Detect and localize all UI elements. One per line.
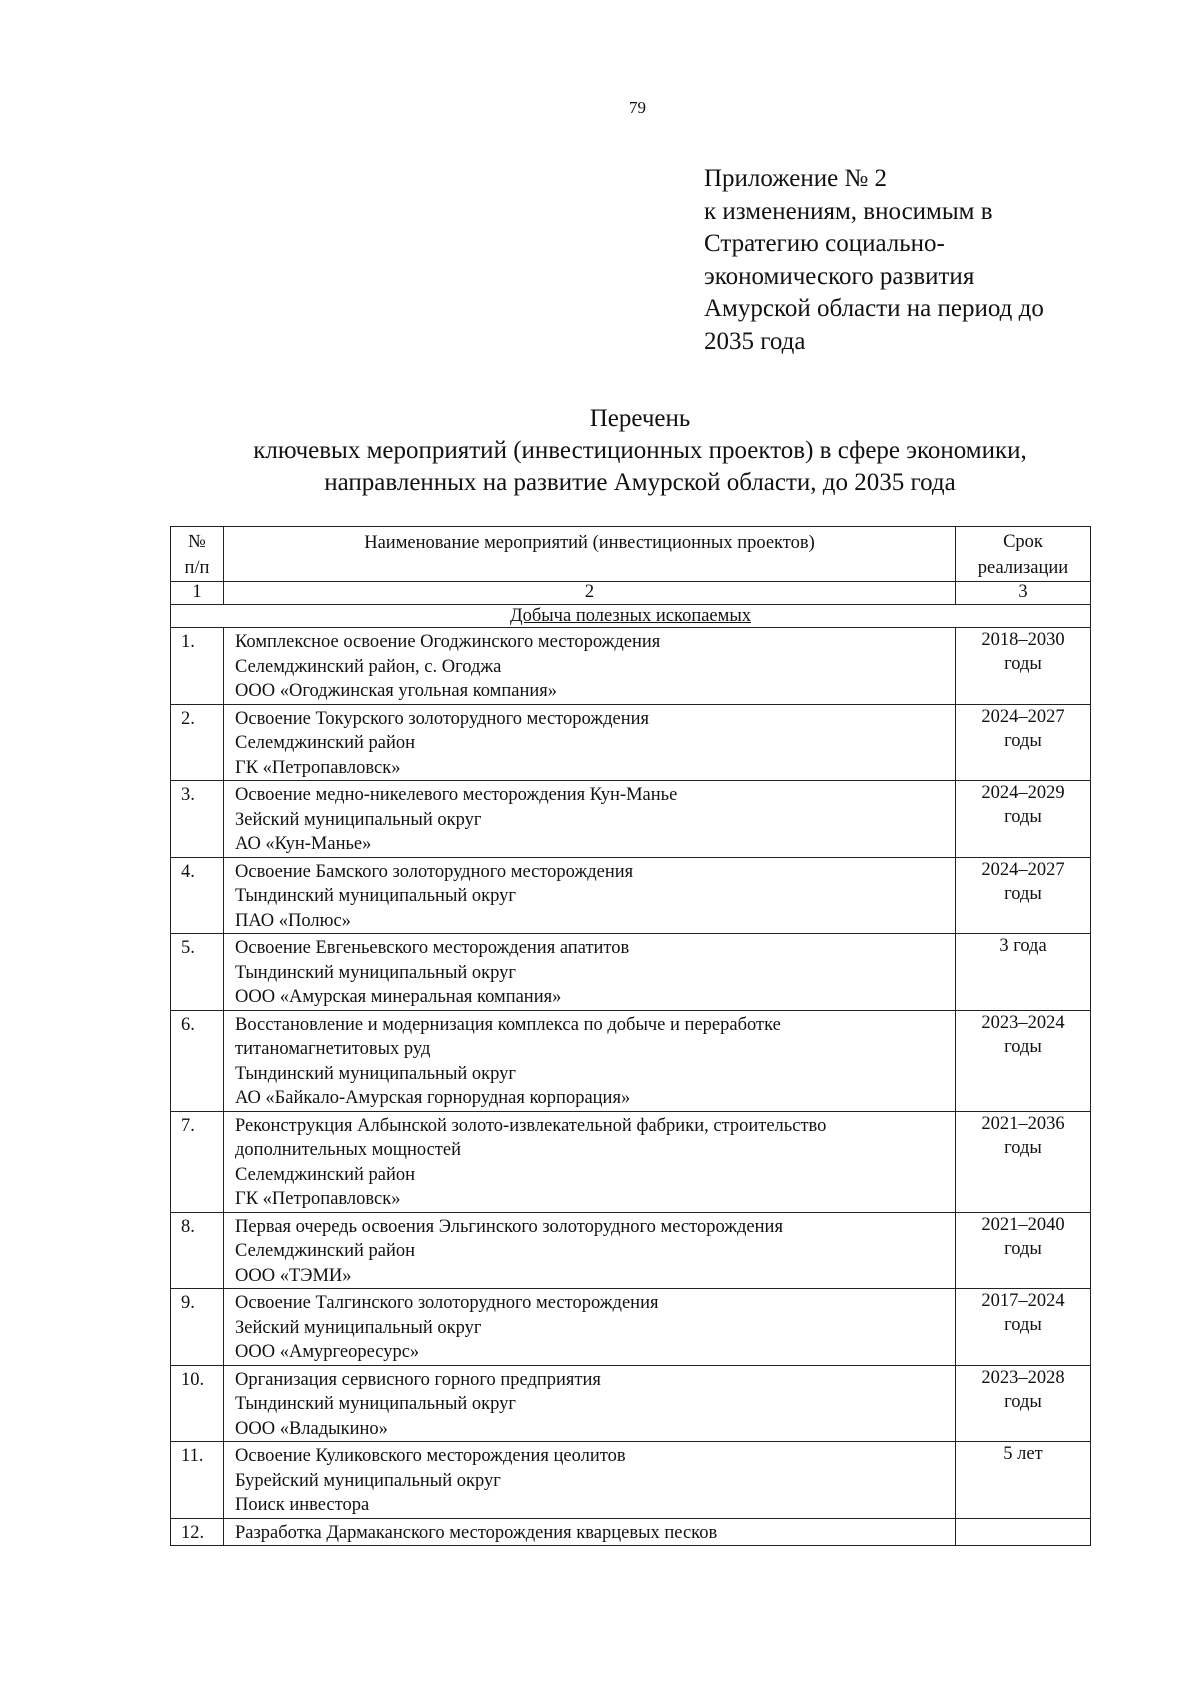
term-years: 2021–2040	[981, 1214, 1065, 1235]
header-name: Наименование мероприятий (инвестиционных проектов)	[224, 527, 956, 582]
row-number: 9.	[171, 1289, 224, 1366]
title-line: ключевых мероприятий (инвестиционных проектов) в сфере экономики,	[253, 437, 1027, 464]
project-line: ООО «Владыкино»	[235, 1418, 388, 1439]
header-number-line: №	[188, 532, 206, 552]
term-years: 2023–2028	[981, 1367, 1065, 1388]
page-number: 79	[629, 98, 646, 117]
implementation-term	[956, 1365, 1091, 1442]
appendix-line: к изменениям, вносимым в	[704, 197, 993, 225]
project-line: Освоение медно-никелевого месторождения Кун-Манье	[235, 785, 678, 805]
term-unit: годы	[1004, 730, 1042, 751]
project-description	[224, 857, 956, 934]
title-line: направленных на развитие Амурской области, до 2035 года	[324, 469, 956, 496]
header-term-line: Срок	[1003, 532, 1043, 552]
project-line: Восстановление и модернизация комплекса по добыче и переработке	[235, 1014, 781, 1035]
project-line: Реконструкция Албынской золото-извлекательной фабрики, строительство	[235, 1115, 827, 1136]
column-index-row	[171, 582, 1091, 605]
appendix-line: Амурской области на период до	[704, 295, 1044, 322]
project-line: Селемджинский район, с. Огоджа	[235, 656, 502, 677]
project-line: ООО «Амурская минеральная компания»	[235, 987, 562, 1007]
header-term	[956, 527, 1091, 582]
term-unit: годы	[1004, 654, 1042, 674]
project-description	[224, 1111, 956, 1212]
table-row	[171, 1518, 1091, 1546]
term-years: 2024–2029	[981, 783, 1065, 803]
implementation-term	[956, 1212, 1091, 1289]
project-line: ГК «Петропавловск»	[235, 757, 401, 778]
term-years: 2023–2024	[981, 1012, 1065, 1033]
implementation-term	[956, 1289, 1091, 1366]
project-line: ООО «Огоджинская угольная компания»	[235, 681, 558, 701]
implementation-term	[956, 1010, 1091, 1111]
project-line: Освоение Евгеньевского месторождения апатитов	[235, 938, 630, 958]
row-number: 1.	[171, 628, 224, 705]
project-line: Комплексное освоение Огоджинского месторождения	[235, 632, 661, 652]
project-line: Освоение Куликовского месторождения цеолитов	[235, 1446, 626, 1466]
implementation-term	[956, 628, 1091, 705]
appendix-line: Приложение № 2	[704, 165, 888, 192]
term-unit: годы	[1004, 1036, 1042, 1057]
title-line: Перечень	[589, 405, 691, 432]
table-row	[171, 934, 1091, 1011]
project-line: Разработка Дармаканского месторождения кварцевых песков	[235, 1522, 718, 1543]
project-line: Освоение Бамского золоторудного месторождения	[235, 861, 634, 882]
row-number: 3.	[171, 781, 224, 858]
table-row	[171, 704, 1091, 781]
implementation-term	[956, 857, 1091, 934]
project-line: АО «Байкало-Амурская горнорудная корпорация»	[235, 1088, 631, 1108]
table-header-row	[171, 527, 1091, 582]
project-line: Освоение Талгинского золоторудного месторождения	[235, 1293, 659, 1313]
term-unit: годы	[1004, 1238, 1042, 1259]
project-description	[224, 1365, 956, 1442]
header-number	[171, 527, 224, 582]
project-line: ООО «Амургеоресурс»	[235, 1342, 420, 1362]
project-description	[224, 1212, 956, 1289]
section-title: Добыча полезных ископаемых	[171, 605, 1091, 628]
appendix-line: Стратегию социально-	[704, 230, 945, 257]
table-row	[171, 781, 1091, 858]
term-unit: годы	[1004, 1391, 1042, 1412]
table-row	[171, 1365, 1091, 1442]
project-line: Зейский муниципальный округ	[235, 809, 482, 830]
project-line: Селемджинский район	[235, 1241, 416, 1261]
project-line: Бурейский муниципальный округ	[235, 1470, 501, 1491]
project-line: Селемджинский район	[235, 1164, 416, 1185]
row-number: 7.	[171, 1111, 224, 1212]
appendix-note	[704, 163, 1124, 358]
project-line: АО «Кун-Манье»	[235, 834, 372, 854]
row-number: 11.	[171, 1442, 224, 1519]
table-row	[171, 628, 1091, 705]
term-years: 2024–2027	[981, 859, 1065, 880]
project-line: ГК «Петропавловск»	[235, 1189, 401, 1209]
column-index: 1	[171, 582, 224, 605]
table-row	[171, 1289, 1091, 1366]
section-row	[171, 605, 1091, 628]
row-number: 12.	[171, 1518, 224, 1546]
table-row	[171, 1212, 1091, 1289]
project-line: Тындинский муниципальный округ	[235, 1063, 516, 1084]
project-line: Селемджинский район	[235, 733, 416, 753]
project-description	[224, 628, 956, 705]
appendix-line: 2035 года	[704, 327, 806, 355]
project-line: Тындинский муниципальный округ	[235, 886, 516, 906]
implementation-term	[956, 704, 1091, 781]
term-years: 2024–2027	[981, 706, 1065, 727]
table-row	[171, 1010, 1091, 1111]
term-years: 2018–2030	[981, 630, 1065, 650]
project-line: Первая очередь освоения Эльгинского золоторудного месторождения	[235, 1216, 783, 1237]
project-description	[224, 704, 956, 781]
project-line: Организация сервисного горного предприятия	[235, 1369, 601, 1390]
project-description	[224, 1442, 956, 1519]
header-number-line: п/п	[184, 558, 210, 578]
implementation-term	[956, 934, 1091, 1011]
term-unit: годы	[1004, 883, 1042, 904]
implementation-term	[956, 781, 1091, 858]
column-index: 3	[956, 582, 1091, 605]
projects-table	[170, 526, 1091, 1546]
project-line: Тындинский муниципальный округ	[235, 1394, 516, 1414]
row-number: 5.	[171, 934, 224, 1011]
table-row	[171, 857, 1091, 934]
row-number: 2.	[171, 704, 224, 781]
term-unit: годы	[1004, 1137, 1042, 1158]
project-line: Тындинский муниципальный округ	[235, 962, 516, 983]
term-unit: годы	[1004, 1315, 1042, 1335]
row-number: 4.	[171, 857, 224, 934]
term-unit: годы	[1004, 807, 1042, 827]
document-title	[160, 403, 1120, 499]
appendix-line: экономического развития	[704, 262, 975, 290]
project-line: Поиск инвестора	[235, 1495, 370, 1515]
term-years: 2017–2024	[981, 1291, 1065, 1311]
project-line: титаномагнетитовых руд	[235, 1039, 431, 1059]
term-years: 2021–2036	[981, 1113, 1065, 1134]
project-line: дополнительных мощностей	[235, 1140, 461, 1160]
table-row	[171, 1111, 1091, 1212]
implementation-term	[956, 1442, 1091, 1519]
table-row	[171, 1442, 1091, 1519]
project-description	[224, 1518, 956, 1546]
row-number: 10.	[171, 1365, 224, 1442]
implementation-term	[956, 1518, 1091, 1546]
project-line: Освоение Токурского золоторудного месторождения	[235, 708, 650, 729]
project-description	[224, 1010, 956, 1111]
implementation-term	[956, 1111, 1091, 1212]
row-number: 8.	[171, 1212, 224, 1289]
header-term-line: реализации	[977, 558, 1069, 578]
row-number: 6.	[171, 1010, 224, 1111]
project-description	[224, 781, 956, 858]
project-line: ООО «ТЭМИ»	[235, 1265, 352, 1286]
project-line: ПАО «Полюс»	[235, 910, 351, 931]
project-description	[224, 1289, 956, 1366]
project-description	[224, 934, 956, 1011]
term-years: 3 года	[999, 936, 1047, 956]
project-line: Зейский муниципальный округ	[235, 1317, 482, 1338]
term-years: 5 лет	[1003, 1444, 1043, 1464]
column-index: 2	[224, 582, 956, 605]
